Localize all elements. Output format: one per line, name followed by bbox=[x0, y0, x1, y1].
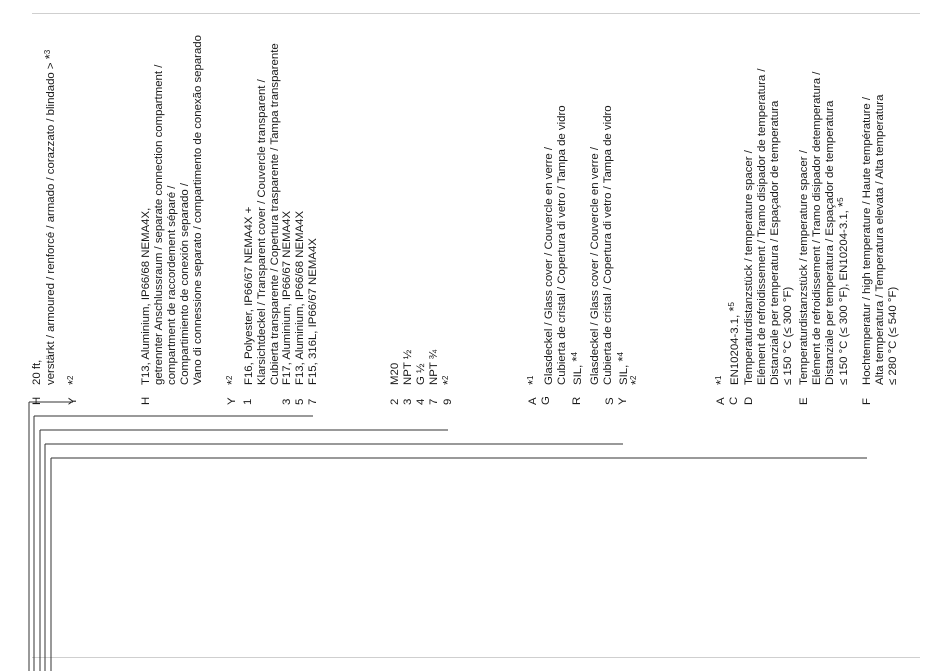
footnote-number: 2 bbox=[225, 375, 234, 380]
description-text: Glasdeckel / Glass cover / Couvercle en verre / bbox=[589, 146, 601, 385]
description-text: M20 bbox=[389, 362, 401, 385]
option-description-line bbox=[589, 147, 601, 385]
footnote-number: 2 bbox=[66, 375, 75, 380]
option-description-line bbox=[887, 287, 899, 385]
option-code: 7 bbox=[307, 398, 319, 405]
description-text: Elément de refroidissement / Tramo disipador detemperatura / bbox=[811, 71, 823, 385]
description-text: F13, Aluminium, IP66/68 NEMA4X bbox=[294, 210, 306, 385]
option-description-line bbox=[402, 350, 414, 385]
description-text: T13, Aluminium, IP66/68 NEMA4X, bbox=[140, 207, 152, 385]
footnote-asterisk: * bbox=[835, 201, 850, 207]
option-code: Y bbox=[617, 397, 629, 405]
description-text: Elément de refroidissement / Tramo disipador de temperatura / bbox=[756, 68, 768, 385]
option-description-line bbox=[861, 97, 873, 385]
option-code: G bbox=[540, 396, 552, 405]
option-description-line bbox=[571, 352, 584, 385]
option-description-line bbox=[428, 350, 440, 385]
option-description-line bbox=[243, 207, 255, 385]
option-description-line bbox=[415, 363, 427, 385]
option-description-line bbox=[527, 375, 540, 385]
description-text: G ½ bbox=[415, 363, 427, 385]
option-description-line bbox=[756, 68, 768, 385]
footnote-number: 5 bbox=[836, 197, 845, 202]
footnote-asterisk: * bbox=[525, 379, 540, 385]
description-text: SIL, bbox=[572, 361, 584, 385]
option-code: F bbox=[861, 398, 873, 405]
option-code: A bbox=[715, 397, 727, 405]
option-description-line bbox=[556, 105, 568, 385]
description-text: ≤ 280 °C (≤ 540 °F) bbox=[887, 286, 899, 385]
footnote-number: 5 bbox=[727, 302, 736, 307]
footnote-number: 2 bbox=[629, 375, 638, 380]
option-description-line bbox=[226, 375, 239, 385]
option-description-line bbox=[31, 360, 43, 385]
description-text: NPT ¾ bbox=[428, 349, 440, 385]
option-code: Y bbox=[226, 397, 238, 405]
description-text: ≤ 150 °C (≤ 300 °F) bbox=[782, 286, 794, 385]
option-description-line bbox=[715, 375, 728, 385]
description-text: Vano di connessione separato / compartimento de conexão separado bbox=[192, 35, 204, 385]
option-description-line bbox=[602, 105, 614, 385]
option-description-line bbox=[153, 65, 165, 385]
option-code: D bbox=[743, 396, 755, 405]
footnote-asterisk: * bbox=[615, 356, 630, 362]
description-text: F17, Aluminium, IP66/67 NEMA4X bbox=[281, 210, 293, 385]
footnote-number: 4 bbox=[570, 352, 579, 357]
option-description-line bbox=[728, 302, 741, 385]
description-text: Distanziale per temperatura / Espaçador de temperatura bbox=[824, 100, 836, 385]
option-description-line bbox=[166, 186, 178, 385]
footnote-asterisk: * bbox=[65, 379, 80, 385]
option-description-line bbox=[307, 238, 319, 385]
option-description-line bbox=[782, 287, 794, 385]
description-text: getrennter Anschlussraum / separate connection compartment / bbox=[153, 64, 165, 385]
option-description-line bbox=[269, 43, 281, 385]
option-code: 9 bbox=[442, 398, 454, 405]
option-description-line bbox=[874, 95, 886, 385]
footnote-asterisk: * bbox=[224, 379, 239, 385]
option-description-line bbox=[630, 375, 643, 385]
description-text: verstärkt / armoured / renforcé / armado / corazzato / blindado > bbox=[45, 59, 57, 385]
description-text: F15, 316L, IP66/67 NEMA4X bbox=[307, 238, 319, 385]
option-description-line bbox=[442, 375, 455, 385]
footnote-asterisk: * bbox=[42, 54, 57, 60]
option-code: 3 bbox=[402, 398, 414, 405]
option-code: 1 bbox=[242, 398, 254, 405]
option-code: E bbox=[798, 397, 810, 405]
description-text: SIL, bbox=[618, 361, 630, 385]
footnote-asterisk: * bbox=[569, 356, 584, 362]
option-code: Y bbox=[67, 397, 79, 405]
option-description-line bbox=[44, 50, 57, 385]
option-code: 4 bbox=[415, 398, 427, 405]
option-description-line bbox=[811, 72, 823, 385]
description-text: ≤ 150 °C (≤ 300 °F), EN10204-3.1, bbox=[838, 206, 850, 385]
description-text: Glasdeckel / Glass cover / Couvercle en verre / bbox=[543, 146, 555, 385]
option-description-line bbox=[67, 375, 80, 385]
footnote-asterisk: * bbox=[628, 379, 643, 385]
description-text: Temperaturdistanzstück / temperature spacer / bbox=[798, 150, 810, 385]
footnote-number: 3 bbox=[43, 49, 52, 55]
footnote-number: 4 bbox=[616, 352, 625, 357]
footnote-asterisk: * bbox=[713, 379, 728, 385]
option-description-line bbox=[256, 79, 268, 385]
option-description-line bbox=[192, 35, 204, 385]
description-text: Cubierta de cristal / Copertura di vetro / Tampa de vidro bbox=[602, 105, 614, 385]
option-code: H bbox=[31, 396, 43, 405]
option-code: 3 bbox=[281, 398, 293, 405]
description-text: compartment de raccordement séparé / bbox=[166, 185, 178, 385]
description-text: Klarsichtdeckel / Transparent cover / Couvercle transparent / bbox=[256, 79, 268, 385]
option-code: 7 bbox=[428, 398, 440, 405]
option-description-line bbox=[294, 211, 306, 385]
option-code: A bbox=[527, 397, 539, 405]
footnote-number: 2 bbox=[441, 375, 450, 380]
option-code: S bbox=[604, 397, 616, 405]
option-description-line bbox=[798, 150, 810, 385]
option-description-line bbox=[140, 208, 152, 385]
option-description-line bbox=[743, 150, 755, 385]
option-code: C bbox=[728, 396, 740, 405]
footnote-number: 1 bbox=[526, 375, 535, 380]
option-description-line bbox=[389, 363, 401, 385]
option-description-line bbox=[179, 183, 191, 385]
option-description-line bbox=[837, 197, 850, 385]
footnote-asterisk: * bbox=[726, 306, 741, 312]
option-description-line bbox=[824, 101, 836, 385]
footnote-number: 1 bbox=[714, 375, 723, 380]
option-description-line bbox=[769, 101, 781, 385]
option-code: 2 bbox=[389, 398, 401, 405]
option-code: H bbox=[140, 396, 152, 405]
option-code: 5 bbox=[294, 398, 306, 405]
description-text: Hochtemperatur / high temperature / Haute température / bbox=[861, 96, 873, 385]
option-code: R bbox=[571, 396, 583, 405]
description-text: Alta temperatura / Temperatura elevata / Alta temperatura bbox=[874, 94, 886, 385]
description-text: Cubierta transparente / Copertura trasparente / Tampa transparente bbox=[269, 43, 281, 385]
description-text: Distanziale per temperatura / Espaçador de temperatura bbox=[769, 100, 781, 385]
description-text: Cubierta de cristal / Copertura di vetro / Tampa de vidro bbox=[556, 105, 568, 385]
description-text: Temperaturdistanzstück / temperature spacer / bbox=[743, 150, 755, 385]
option-description-line bbox=[281, 211, 293, 385]
description-text: EN10204-3.1, bbox=[729, 311, 741, 385]
description-text: 20 ft, bbox=[31, 359, 43, 385]
description-text: Compartimiento de conexión separado / bbox=[179, 183, 191, 385]
option-description-line bbox=[543, 147, 555, 385]
footnote-asterisk: * bbox=[440, 379, 455, 385]
description-text: NPT ½ bbox=[402, 349, 414, 385]
description-text: F16, Polyester, IP66/67 NEMA4X + bbox=[243, 206, 255, 385]
